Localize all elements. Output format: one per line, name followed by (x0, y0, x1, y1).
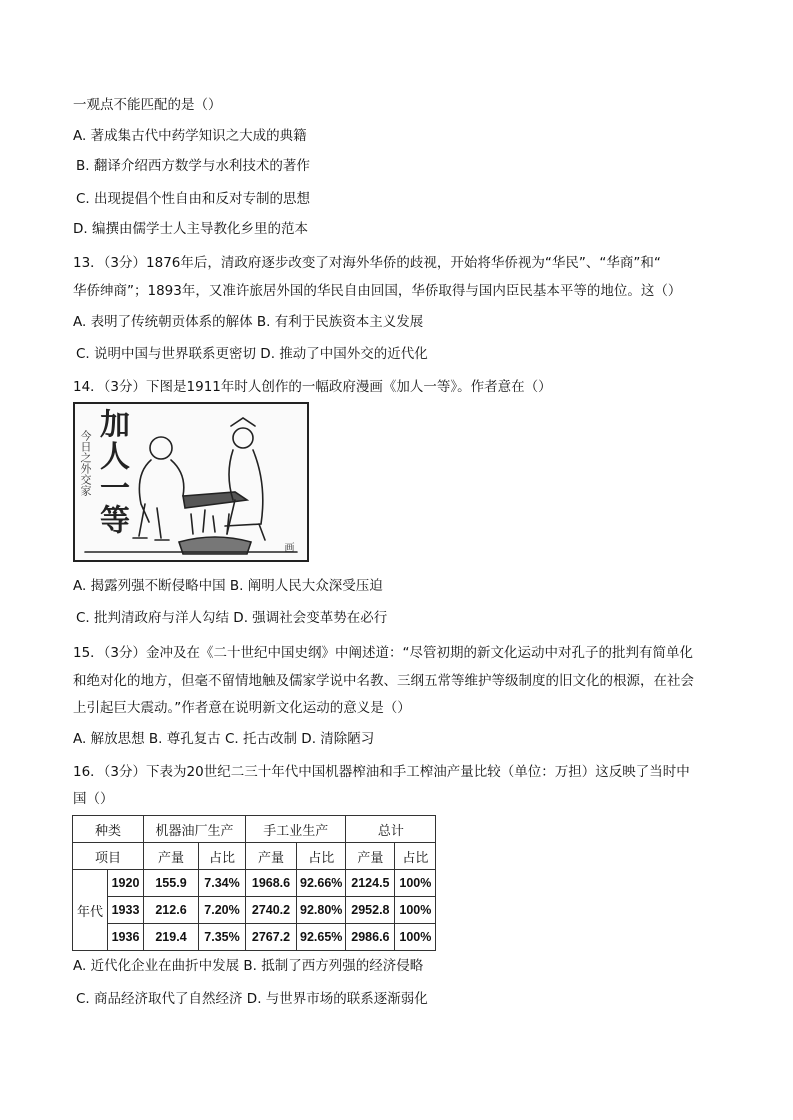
table-row (73, 897, 436, 924)
cell-value: 2952.8 (346, 897, 395, 924)
header-item: 项目 (73, 843, 144, 870)
table-row (73, 924, 436, 951)
cell-value: 92.80% (297, 897, 346, 924)
q12-option-d: D. 编撰由儒学士人主导教化乡里的范本 (73, 221, 308, 237)
q15-stem-line1: 15．（3分）金冲及在《二十世纪中国史纲》中阐述道：“尽管初期的新文化运动中对孔子的批判有简单化 (73, 645, 694, 661)
q16-options-ab: A. 近代化企业在曲折中发展 B. 抵制了西方列强的经济侵略 (73, 958, 424, 974)
cell-value: 92.65% (297, 924, 346, 951)
cell-value: 2740.2 (246, 897, 297, 924)
header-ratio: 占比 (395, 843, 436, 870)
cell-value: 155.9 (144, 870, 199, 897)
header-ratio: 占比 (297, 843, 346, 870)
q15-stem-line2: 和绝对化的地方，但毫不留情地触及儒家学说中名教、三纲五常等维护等级制度的旧文化的根源，在社会 (73, 673, 694, 689)
cell-value: 100% (395, 924, 436, 951)
q13-options-cd: C. 说明中国与世界联系更密切 D. 推动了中国外交的近代化 (76, 346, 428, 362)
cartoon-subtitle: 今日之外交家 (79, 430, 92, 496)
cell-value: 2986.6 (346, 924, 395, 951)
cell-value: 212.6 (144, 897, 199, 924)
cell-value: 92.66% (297, 870, 346, 897)
header-ratio: 占比 (199, 843, 246, 870)
cell-value: 2767.2 (246, 924, 297, 951)
header-output: 产量 (246, 843, 297, 870)
cartoon-signature: 画 (282, 542, 293, 552)
cell-value: 7.20% (199, 897, 246, 924)
header-output: 产量 (144, 843, 199, 870)
q15-options: A. 解放思想 B. 尊孔复古 C. 托古改制 D. 清除陋习 (73, 731, 375, 747)
q12-option-b: B. 翻译介绍西方数学与水利技术的著作 (76, 158, 310, 174)
cell-value: 100% (395, 897, 436, 924)
table-subheader-row (73, 843, 436, 870)
cell-year: 1936 (108, 924, 144, 951)
header-output: 产量 (346, 843, 395, 870)
q16-options-cd: C. 商品经济取代了自然经济 D. 与世界市场的联系逐渐弱化 (76, 991, 428, 1007)
cell-value: 1968.6 (246, 870, 297, 897)
cartoon-image (73, 402, 309, 562)
table-row (73, 870, 436, 897)
header-machine: 机器油厂生产 (144, 816, 246, 843)
cell-value: 7.34% (199, 870, 246, 897)
cell-value: 100% (395, 870, 436, 897)
q12-option-a: A. 著成集古代中药学知识之大成的典籍 (73, 128, 307, 144)
header-total: 总计 (346, 816, 436, 843)
header-handicraft: 手工业生产 (246, 816, 346, 843)
table-header-row (73, 816, 436, 843)
q14-stem: 14．（3分）下图是1911年时人创作的一幅政府漫画《加人一等》。作者意在（） (73, 379, 552, 395)
q16-stem-line1: 16．（3分）下表为20世纪二三十年代中国机器榨油和手工榨油产量比较（单位：万担）这反映了当时中 (73, 764, 690, 780)
q16-stem-line2: 国（） (73, 791, 114, 807)
cell-value: 2124.5 (346, 870, 395, 897)
q12-stem-tail: 一观点不能匹配的是（） (73, 97, 222, 113)
cell-year: 1933 (108, 897, 144, 924)
cell-value: 7.35% (199, 924, 246, 951)
q13-stem-line2: 华侨绅商”；1893年，又准许旅居外国的华民自由回国，华侨取得与国内臣民基本平等的地位。这（） (73, 283, 682, 299)
oil-production-table (72, 815, 436, 951)
cartoon-title: 加人一等 (94, 408, 129, 536)
q14-options-cd: C. 批判清政府与洋人勾结 D. 强调社会变革势在必行 (76, 610, 388, 626)
cell-value: 219.4 (144, 924, 199, 951)
header-kind: 种类 (73, 816, 144, 843)
header-year: 年代 (73, 870, 108, 951)
q12-option-c: C. 出现提倡个性自由和反对专制的思想 (76, 191, 311, 207)
q13-stem-line1: 13．（3分）1876年后，清政府逐步改变了对海外华侨的歧视，开始将华侨视为“华民”、“华商”和“ (73, 255, 661, 271)
q13-options-ab: A. 表明了传统朝贡体系的解体 B. 有利于民族资本主义发展 (73, 314, 424, 330)
cell-year: 1920 (108, 870, 144, 897)
q15-stem-line3: 上引起巨大震动。”作者意在说明新文化运动的意义是（） (73, 700, 411, 716)
q14-options-ab: A. 揭露列强不断侵略中国 B. 阐明人民大众深受压迫 (73, 578, 383, 594)
cartoon-drawing (75, 404, 307, 560)
